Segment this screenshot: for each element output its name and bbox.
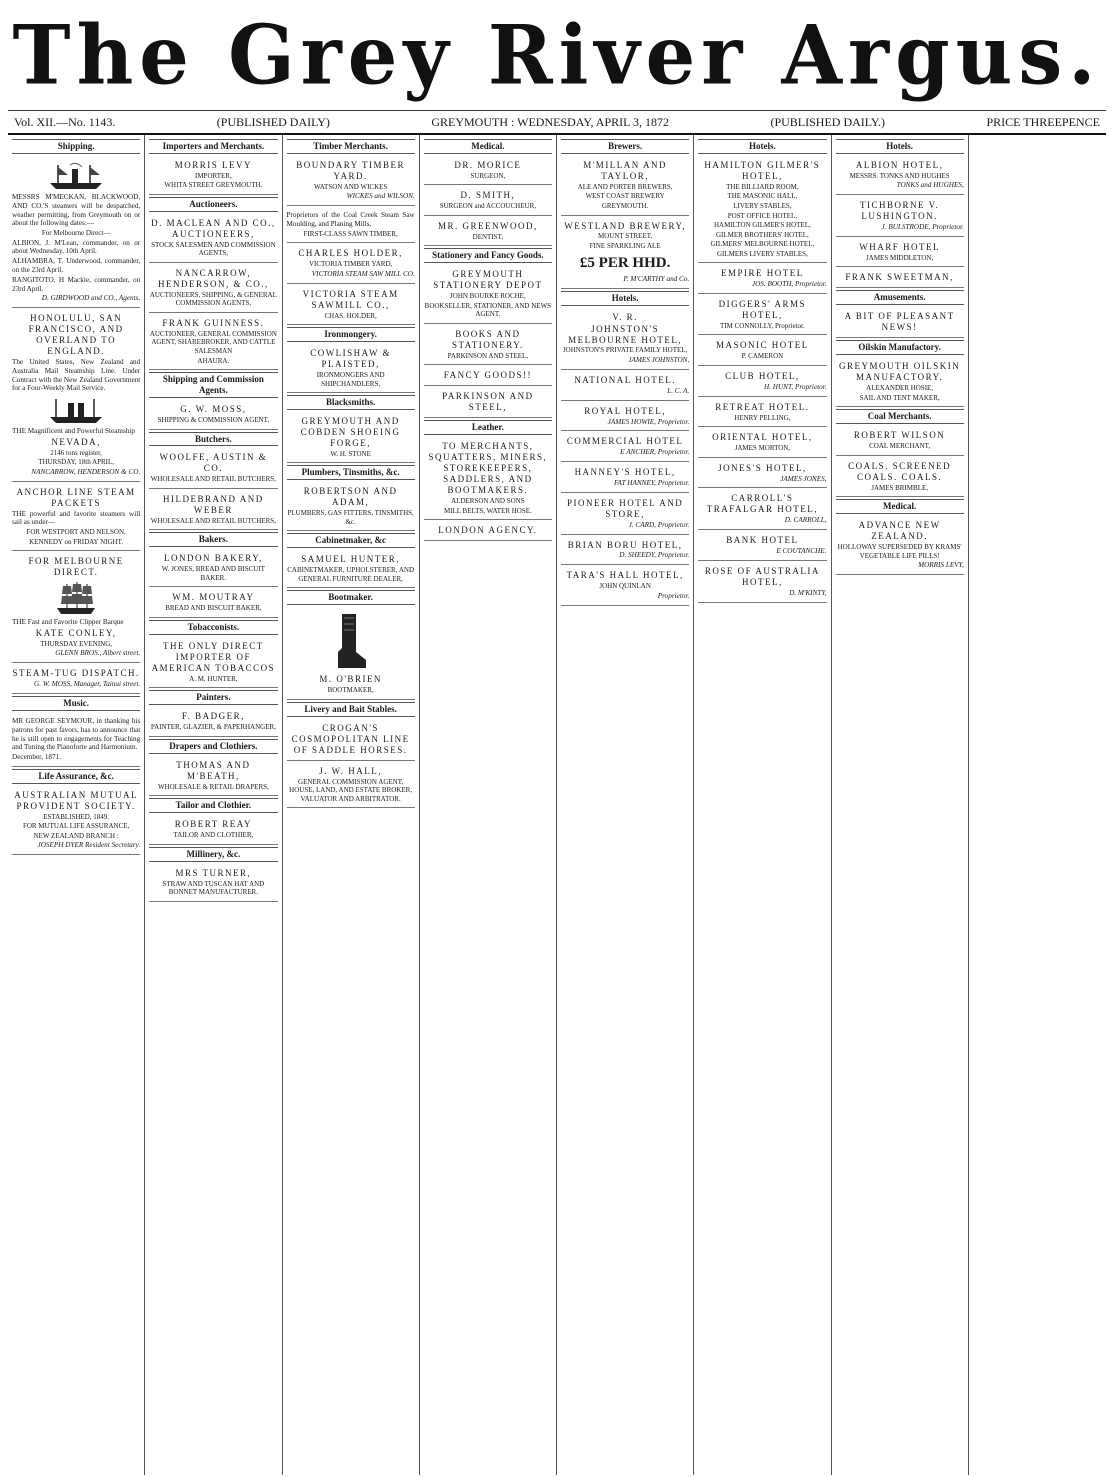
published-daily-right: (PUBLISHED DAILY.) [770,114,886,129]
ad-royal-hotel: ROYAL HOTEL, JAMES HOWIE, Proprietor. [561,403,689,432]
section-head-medical: Medical. [424,139,552,154]
column-4 [420,135,557,1475]
ad-thomas-mbeath: THOMAS AND M'BEATH, WHOLESALE & RETAIL DRAPERS, [149,757,277,796]
ad-hildebrand-weber: HILDEBRAND AND WEBER WHOLESALE AND RETAIL BUTCHERS, [149,491,277,530]
ad-dr-morice: DR. MORICE SURGEON, [424,157,552,186]
ad-cowlishaw: COWLISHAW & PLAISTED, IRONMONGERS AND SHIPCHANDLERS, [287,345,415,393]
ad-frank-sweetman: FRANK SWEETMAN, [836,269,964,288]
ad-maclean: D. MACLEAN AND CO., AUCTIONEERS, STOCK SALESMEN AND COMMISSION AGENTS, [149,215,277,263]
ad-moutray: WM. MOUTRAY BREAD AND BISCUIT BAKER, [149,589,277,618]
ad-retreat-hotel: RETREAT HOTEL. HENRY PELLING, [698,399,826,428]
ad-joness-hotel: JONES'S HOTEL, JAMES JONES, [698,460,826,489]
section-head-tobacconists: Tobacconists. [149,620,277,635]
section-head-hotels-2: Hotels. [698,139,826,154]
ad-shoeing-forge: GREYMOUTH AND COBDEN SHOEING FORGE, W. H. STONE [287,413,415,463]
section-head-stationery: Stationery and Fancy Goods. [424,248,552,263]
section-head-bootmaker: Bootmaker. [287,590,415,605]
ad-london-bakery: LONDON BAKERY, W. JONES, BREAD AND BISCUIT BAKER. [149,550,277,587]
ad-honolulu-mail: HONOLULU, SAN FRANCISCO, AND OVERLAND TO ENGLAND. The United States, New Zealand and Australia Mail Steamship Line. Under Contract with the New Zealand Government for a Four-Weekly Mail Service. THE Magnificent and Powerful Steamship NEVADA, 2146 tons register, THURSDAY, 18th APRIL, NANCARROW, HENDERSON & CO. [12,310,140,482]
ad-nancarrow: NANCARROW, HENDERSON, & CO., AUCTIONEERS, SHIPPING, & GENERAL COMMISSION AGENTS, [149,265,277,313]
ad-fancy-goods: FANCY GOODS!! [424,367,552,386]
section-head-hotels-3: Hotels. [836,139,964,154]
ad-screened-coals: COALS. SCREENED COALS. COALS. JAMES BRIMBLE, [836,458,964,497]
column-3 [283,135,420,1475]
ad-tichborne: TICHBORNE V. LUSHINGTON. J. BULSTRODE, Proprietor. [836,197,964,237]
section-head-music: Music. [12,696,140,711]
ad-club-hotel: CLUB HOTEL, H. HUNT, Proprietor. [698,368,826,397]
ad-f-badger: F. BADGER, PAINTER, GLAZIER, & PAPERHANGER, [149,708,277,737]
ad-melbourne-direct: FOR MELBOURNE DIRECT. THE Fast and Favorite Clipper Barque KATE CONLEY, THURSDAY EVENING, GLENN BROS., Albert street. [12,553,140,663]
section-head-medical-2: Medical. [836,499,964,514]
dateline [8,111,1106,135]
ad-crogans: CROGAN'S COSMOPOLITAN LINE OF SADDLE HORSES. [287,720,415,761]
royal-monogram: V. R. [612,311,638,322]
ad-amp-society: AUSTRALIAN MUTUAL PROVIDENT SOCIETY. ESTABLISHED, 1849. FOR MUTUAL LIFE ASSURANCE, NEW ZEALAND BRANCH : JOSEPH DYER Resident Secretary. [12,787,140,855]
ad-books-stationery: BOOKS AND STATIONERY. PARKINSON AND STEEL, [424,326,552,365]
ad-morris-levy: MORRIS LEVY IMPORTER, WHITA STREET GREYMOUTH. [149,157,277,195]
steamship-icon [46,395,106,425]
ad-albion-hotel: ALBION HOTEL, MESSRS. TONKS AND HUGHES TONKS and HUGHES, [836,157,964,195]
published-daily-left: (PUBLISHED DAILY) [216,114,330,129]
ad-commercial-hotel: COMMERCIAL HOTEL E ANCHER, Proprietor. [561,433,689,462]
ad-krams-pills: ADVANCE NEW ZEALAND. HOLLOWAY SUPERSEDED BY KRAMS' VEGETABLE LIFE PILLS! MORRIS LEVY, [836,517,964,575]
ad-charles-holder: CHARLES HOLDER, VICTORIA TIMBER YARD, VICTORIA STEAM SAW MILL CO. [287,245,415,283]
section-head-life-assurance: Life Assurance, &c. [12,769,140,784]
ad-robert-wilson: ROBERT WILSON COAL MERCHANT, [836,427,964,456]
sailing-ship-icon [51,580,101,616]
section-head-bakers: Bakers. [149,532,277,547]
ad-hanneys-hotel: HANNEY'S HOTEL, FAT HANNEY, Proprietor. [561,464,689,493]
ad-mobrien: M. O'BRIEN BOOTMAKER, [287,608,415,700]
ad-london-agency: LONDON AGENCY. [424,522,552,541]
ad-empire-hotel: EMPIRE HOTEL JOS. BOOTH, Proprietor. [698,265,826,294]
ad-johnstons: V. R. JOHNSTON'S MELBOURNE HOTEL, JOHNSTON'S PRIVATE FAMILY HOTEL, JAMES JOHNSTON, [561,309,689,370]
ad-brian-boru: BRIAN BORU HOTEL, D. SHEEDY, Proprietor. [561,537,689,566]
ad-rose-of-australia: ROSE OF AUSTRALIA HOTEL, D. M'KINTY, [698,563,826,603]
ad-pioneer-hotel: PIONEER HOTEL AND STORE, J. CARD, Proprietor. [561,495,689,535]
place-date: GREYMOUTH : WEDNESDAY, APRIL 3, 1872 [431,114,670,129]
section-head-cabinetmaker: Cabinetmaker, &c [287,533,415,548]
column-5 [557,135,694,1475]
ad-frank-guinness: FRANK GUINNESS. AUCTIONEER, GENERAL COMMISSION AGENT, SHAREBROKER, AND CATTLE SALESMAN AHAURA. [149,315,277,370]
column-6 [694,135,831,1475]
ad-mmillan-taylor: M'MILLAN AND TAYLOR, ALE AND PORTER BREWERS, WEST COAST BREWERY GREYMOUTH. [561,157,689,216]
ad-samuel-hunter: SAMUEL HUNTER, CABINETMAKER, UPHOLSTERER, AND GENERAL FURNITURE DEALER, [287,551,415,588]
ad-pleasant-news: A BIT OF PLEASANT NEWS! [836,308,964,338]
section-head-blacksmiths: Blacksmiths. [287,395,415,410]
section-head-importers: Importers and Merchants. [149,139,277,154]
steamship-icon [46,161,106,191]
ad-greenwood: MR. GREENWOOD, DENTIST, [424,218,552,247]
ad-robert-reay: ROBERT REAY TAILOR AND CLOTHIER, [149,816,277,845]
column-2 [145,135,282,1475]
section-head-drapers: Drapers and Clothiers. [149,739,277,754]
ale-price: £5 PER HHD. [579,254,671,271]
ad-hamilton-gilmer: HAMILTON GILMER'S HOTEL, THE BILLIARD ROOM, THE MASONIC HALL, LIVERY STABLES, POST OFFICE HOTEL, HAMILTON GILMER'S HOTEL, GILMER BROTHERS' HOTEL, GILMERS' MELBOURNE HOTEL, GILMERS LIVERY STABLES, [698,157,826,263]
ad-stationery-depot: GREYMOUTH STATIONERY DEPOT JOHN BOURKE ROCHE, BOOKSELLER, STATIONER, AND NEWS AGENT. [424,266,552,324]
section-head-tailor: Tailor and Clothier. [149,798,277,813]
volume-number: Vol. XII.—No. 1143. [14,114,116,129]
ad-gw-moss: G. W. MOSS, SHIPPING & COMMISSION AGENT, [149,401,277,430]
section-head-auctioneers: Auctioneers. [149,197,277,212]
section-head-hotels: Hotels. [561,291,689,306]
section-head-millinery: Millinery, &c. [149,847,277,862]
ad-robertson-adam: ROBERTSON AND ADAM, PLUMBERS, GAS FITTERS, TINSMITHS, &c. [287,483,415,531]
ad-am-hunter: THE ONLY DIRECT IMPORTER OF AMERICAN TOBACCOS A. M. HUNTER, [149,638,277,688]
ad-steam-tug: STEAM-TUG DISPATCH. G. W. MOSS, Manager, Tainui street. [12,665,140,694]
ad-coal-creek-mills: Proprietors of the Coal Creek Steam Saw Moulding, and Planing Mills, FIRST-CLASS SAWN TIMBER, [287,208,415,243]
ad-wharf-hotel: WHARF HOTEL JAMES MIDDLETON, [836,239,964,268]
section-head-painters: Painters. [149,690,277,705]
ad-carrolls-trafalgar: CARROLL'S TRAFALGAR HOTEL, D. CARROLL, [698,490,826,530]
ad-bank-hotel: BANK HOTEL E COUTANCHE. [698,532,826,561]
masthead [8,0,1106,111]
price: PRICE THREEPENCE [986,114,1100,129]
column-1 [8,135,145,1475]
columns [8,135,1106,1475]
section-head-livery: Livery and Bait Stables. [287,702,415,717]
ad-masonic-hotel: MASONIC HOTEL P. CAMERON [698,337,826,366]
section-head-shipping-agents: Shipping and Commission Agents. [149,372,277,398]
ad-oriental-hotel: ORIENTAL HOTEL, JAMES MORTON, [698,429,826,458]
ad-anchor-line: ANCHOR LINE STEAM PACKETS THE powerful and favorite steamers will sail as under— FOR WESTPORT AND NELSON. KENNEDY on FRIDAY NIGHT. [12,484,140,552]
section-head-timber: Timber Merchants. [287,139,415,154]
boot-icon [334,612,368,672]
ad-boundary-timber: BOUNDARY TIMBER YARD. WATSON AND WICKES WICKES and WILSON. [287,157,415,206]
section-head-coal: Coal Merchants. [836,409,964,424]
ad-george-seymour: MR GEORGE SEYMOUR, in thanking his patrons for past favors, has to announce that he is still open to engagements for Teaching and Tuning the Pianoforte and Harmonium. December, 1871. [12,714,140,767]
ad-oilskin-manufactory: GREYMOUTH OILSKIN MANUFACTORY. ALEXANDER HOSIE, SAIL AND TENT MAKER, [836,358,964,407]
section-head-shipping: Shipping. [12,139,140,154]
ad-victoria-sawmill: VICTORIA STEAM SAWMILL CO., CHAS. HOLDER, [287,286,415,325]
section-head-oilskin: Oilskin Manufactory. [836,340,964,355]
column-8 [969,135,1106,1475]
ad-diggers-arms: DIGGERS' ARMS HOTEL, TIM CONNOLLY, Proprietor. [698,296,826,335]
ad-mmeckan-blackwood: MESSRS M'MECKAN, BLACKWOOD, AND CO.'S steamers will be despatched, weather permitting, from Greymouth on or about the following dates:— For Melbourne Direct— ALBION, J. M'Lean, commander, on or about Wednesday, 10th April. ALHAMBRA, T. Underwood, commander, on the 23rd April. RANGITOTO, H Mackie, commander, on 23rd April. D. GIRDWOOD and CO., Agents. [12,157,140,308]
ad-national-hotel: NATIONAL HOTEL. L. C. A. [561,372,689,401]
section-head-plumbers: Plumbers, Tinsmiths, &c. [287,465,415,480]
ad-mrs-turner: MRS TURNER, STRAW AND TUSCAN HAT AND BONNET MANUFACTURER. [149,865,277,902]
section-head-amusements: Amusements. [836,290,964,305]
column-7 [832,135,969,1475]
ad-alderson: TO MERCHANTS, SQUATTERS, MINERS, STOREKEEPERS, SADDLERS, AND BOOTMAKERS. ALDERSON AND SONS MILL BELTS, WATER HOSE. [424,438,552,520]
ad-woolfe-austin: WOOLFE, AUSTIN & CO. WHOLESALE AND RETAIL BUTCHERS, [149,449,277,488]
masthead-title: The Grey River Argus. [12,7,1102,103]
section-head-butchers: Butchers. [149,432,277,447]
ad-westland-brewery: WESTLAND BREWERY, MOUNT STREET, FINE SPARKLING ALE £5 PER HHD. P. M'CARTHY and Co. [561,218,689,289]
section-head-ironmongery: Ironmongery. [287,327,415,342]
ad-parkinson-steel: PARKINSON AND STEEL, [424,388,552,418]
ad-taras-hall: TARA'S HALL HOTEL, JOHN QUINLAN Proprietor. [561,567,689,605]
ad-jw-hall: J. W. HALL, GENERAL COMMISSION AGENT, HOUSE, LAND, AND ESTATE BROKER, VALUATOR AND ARBITRATOR. [287,763,415,809]
section-head-brewers: Brewers. [561,139,689,154]
ad-d-smith: D. SMITH, SURGEON and ACCOUCHEUR, [424,187,552,216]
section-head-leather: Leather. [424,420,552,435]
